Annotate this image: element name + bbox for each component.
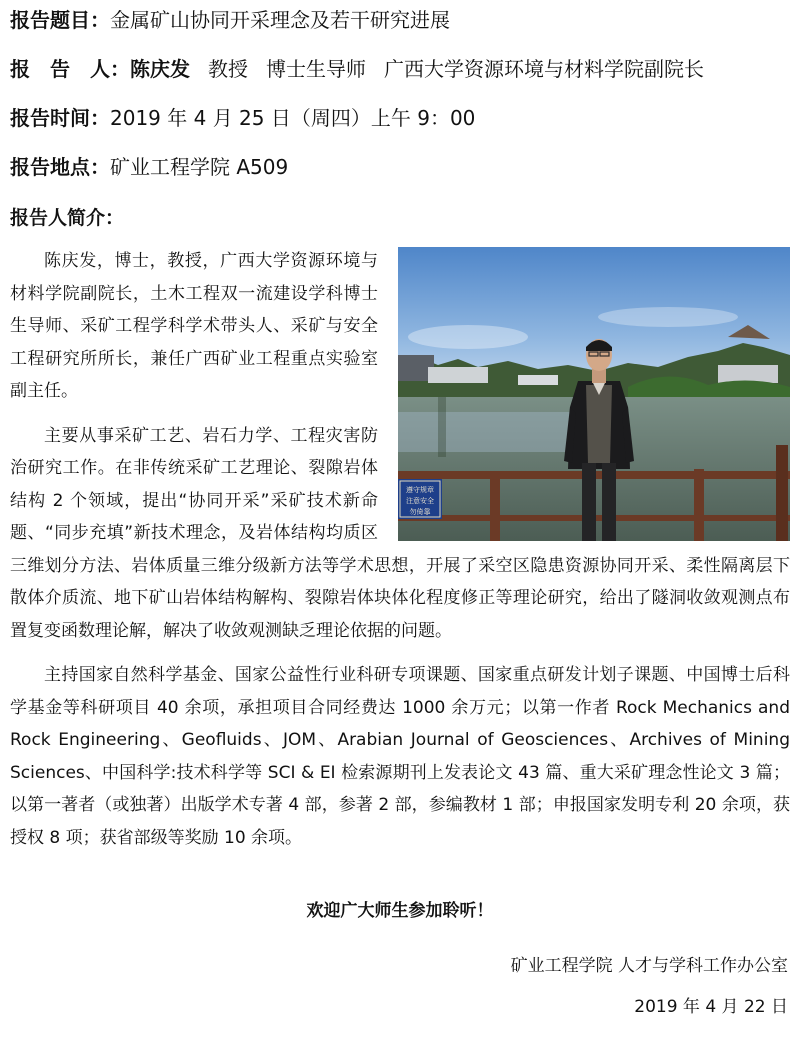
speaker-name: 陈庆发 bbox=[130, 57, 190, 81]
bio-paragraph-1: 陈庆发，博士，教授，广西大学资源环境与材料学院副院长，土木工程双一流建设学科博士生导师、采矿工程学科学术带头人、采矿与安全工程研究所所长，兼任广西矿业工程重点实验室副主任。 bbox=[10, 251, 378, 401]
report-time: 2019 年 4 月 25 日（周四）上午 9：00 bbox=[110, 106, 476, 130]
organizer: 矿业工程学院 人才与学科工作办公室 bbox=[510, 956, 788, 976]
report-time-label: 报告时间： bbox=[10, 106, 110, 130]
issue-date: 2019 年 4 月 22 日 bbox=[634, 997, 788, 1017]
speaker-label: 报 告 人： bbox=[10, 57, 130, 81]
sign-line-2: 注意安全 bbox=[406, 497, 434, 505]
speaker-affiliation: 广西大学资源环境与材料学院副院长 bbox=[384, 57, 704, 81]
report-title: 金属矿山协同开采理念及若干研究进展 bbox=[110, 8, 450, 32]
report-title-label: 报告题目： bbox=[10, 8, 110, 32]
report-place-label: 报告地点： bbox=[10, 155, 110, 179]
bio-body bbox=[10, 245, 790, 866]
sign-line-3: 勿倚靠 bbox=[409, 508, 431, 516]
report-place: 矿业工程学院 A509 bbox=[110, 155, 289, 179]
speaker-role: 博士生导师 bbox=[266, 57, 366, 81]
bio-heading: 报告人简介： bbox=[10, 207, 125, 229]
report-place-line bbox=[10, 153, 288, 181]
bio-paragraph-3: 主持国家自然科学基金、国家公益性行业科研专项课题、国家重点研发计划子课题、中国博士后科学基金等科研项目 40 余项，承担项目合同经费达 1000 余万元；以第一作者 Rock Mechanics and Rock Engineering、Geofluids、JOM、Arabian Journal of Geosciences、Archives of Mining Sciences、中国科学:技术科学等 SCI & EI 检索源期刊上发表论文 43 篇、重大采矿理念性论文 3 篇；以第一著者（或独著）出版学术专著 4 部，参著 2 部，参编教材 1 部；申报国家发明专利 20 余项，获授权 8 项；获省部级等奖励 10 余项。 bbox=[10, 665, 790, 848]
speaker-line bbox=[10, 55, 704, 83]
report-title-line bbox=[10, 6, 450, 34]
speaker-photo bbox=[398, 247, 790, 541]
sign-line-1: 遵守规章 bbox=[406, 486, 434, 494]
welcome-message: 欢迎广大师生参加聆听！ bbox=[306, 901, 494, 921]
speaker-rank: 教授 bbox=[208, 57, 248, 81]
bio-paragraph-2: 主要从事采矿工艺、岩石力学、工程灾害防治研究工作。在非传统采矿工艺理论、裂隙岩体结构 2 个领域，提出“协同开采”采矿技术新命题、“同步充填”新技术理念，及岩体结构均质区三维划分方法、岩体质量三维分级新方法等学术思想，开展了采空区隐患资源协同开采、柔性隔离层下散体介质流、地下矿山岩体结构解构、裂隙岩体块体化程度修正等理论研究，给出了隧洞收敛观测点布置复变函数理论解，解决了收敛观测缺乏理论依据的问题。 bbox=[10, 425, 790, 641]
report-time-line bbox=[10, 104, 475, 132]
